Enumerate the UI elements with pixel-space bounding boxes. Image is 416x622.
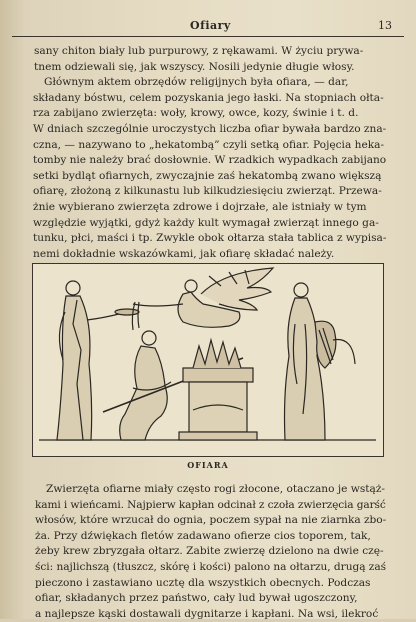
running-header: [0, 0, 416, 38]
text-line: ża. Przy dźwiękach fletów zadawano ofierze cios toporem, tak,: [35, 529, 371, 542]
text-line: tomby nie należy brać dosłownie. W rzadkich wypadkach zabijano: [33, 154, 386, 167]
page-number: 13: [378, 19, 392, 32]
text-line: czna, — nazywano to „hekatombą” czyli setką ofiar. Pojęcia heka-: [33, 138, 385, 151]
text-line: włosów, które wrzucał do ognia, poczem sypał na nie ziarnka zbo-: [35, 514, 386, 527]
figure-caption: OFIARA: [187, 460, 229, 470]
lyre-figure: [285, 283, 356, 440]
text-line: ofiar, składanych przez państwo, cały lud bywał ugoszczony,: [35, 592, 358, 605]
text-line: setki bydląt ofiarnych, zwyczajnie zaś hekatombą zwano większą: [33, 169, 382, 182]
text-line: żeby krew zbryzgała ołtarz. Zabite zwierzę dzielono na dwie czę-: [35, 545, 384, 558]
winged-figure: [132, 268, 273, 330]
text-line: rza zabijano zwierzęta: woły, krowy, owce, kozy, świnie i t. d.: [33, 107, 359, 120]
text-line: pieczono i zastawiano ucztę dla wszystkich obecnych. Podczas: [35, 576, 371, 589]
altar: [179, 340, 257, 440]
text-line: tnem odziewali się, jak wszyscy. Nosili jedynie długie włosy.: [34, 60, 355, 73]
text-line: kami i wieńcami. Najpierw kapłan odcinał z czoła zwierzęcia garść: [35, 498, 386, 511]
engraving-drawing: [33, 264, 382, 455]
header-title: Ofiary: [190, 19, 231, 32]
text-line: składany bóstwu, celem pozyskania jego łaski. Na stopniach ołta-: [33, 91, 384, 104]
text-line: a najlepsze kąski dostawali dygnitarze i kapłani. Na wsi, ilekroć: [35, 607, 379, 620]
text-line: W dniach szczególnie uroczystych liczba ofiar bywała bardzo zna-: [33, 123, 386, 135]
sacrifice-illustration: [32, 263, 384, 457]
text-line: nemi dokładnie wskazówkami, jak ofiarę składać należy.: [33, 247, 335, 260]
text-line: sany chiton biały lub purpurowy, z rękawami. W życiu prywa-: [34, 45, 364, 57]
text-line: żnie wybierano zwierzęta zdrowe i dojrzałe, ale istniały w tym: [33, 201, 367, 213]
header-rule: [12, 36, 404, 37]
text-line: tunku, płci, maści i tp. Zwykle obok ołtarza stała tablica z wypisa-: [33, 232, 386, 245]
text-line: ści: najlichszą (tłuszcz, skórę i kości) palono na ołtarzu, drugą zaś: [35, 561, 386, 573]
text-line: względzie wyjątki, gdyż każdy kult wymagał zwierząt innego ga-: [33, 216, 379, 229]
text-line: Zwierzęta ofiarne miały często rogi złocone, otaczano je wstąż-: [46, 483, 386, 495]
text-line: Głównym aktem obrzędów religijnych była ofiara, — dar,: [44, 76, 349, 89]
text-line: ofiarę, złożoną z kilkunastu lub kilkudziesięciu zwierząt. Przewa-: [33, 185, 382, 198]
